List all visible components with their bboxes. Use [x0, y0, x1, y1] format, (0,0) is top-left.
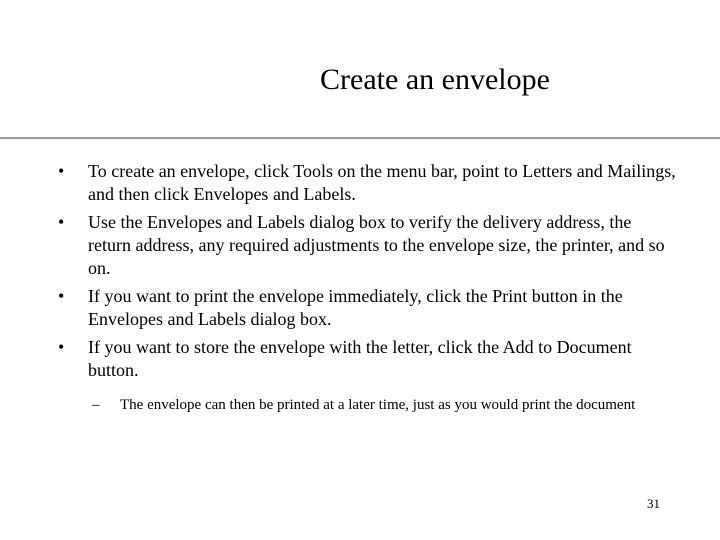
bullet-item [56, 336, 676, 382]
sub-bullet-marker: – [92, 397, 100, 413]
slide-title: Create an envelope [320, 63, 550, 96]
page-number: 31 [647, 496, 660, 511]
bullet-text: If you want to print the envelope immediately, click the Print button in the Envelopes and Labels dialog box. [88, 286, 623, 329]
bullet-item [56, 160, 676, 206]
bullet-item [56, 285, 676, 331]
bullet-item [56, 211, 676, 280]
sub-bullet-text: The envelope can then be printed at a later time, just as you would print the document [120, 397, 636, 413]
sub-bullet-item [92, 394, 652, 417]
bullet-list [56, 160, 676, 387]
bullet-marker: • [58, 212, 65, 232]
bullet-marker: • [58, 337, 65, 357]
bullet-text: Use the Envelopes and Labels dialog box to verify the delivery address, the return address, any required adjustments to the envelope size, the printer, and so on. [88, 212, 665, 278]
title-divider [0, 137, 720, 139]
bullet-marker: • [58, 161, 65, 181]
bullet-text: To create an envelope, click Tools on the menu bar, point to Letters and Mailings, and then click Envelopes and Labels. [88, 161, 676, 204]
bullet-text: If you want to store the envelope with the letter, click the Add to Document button. [88, 337, 632, 380]
bullet-marker: • [58, 286, 65, 306]
